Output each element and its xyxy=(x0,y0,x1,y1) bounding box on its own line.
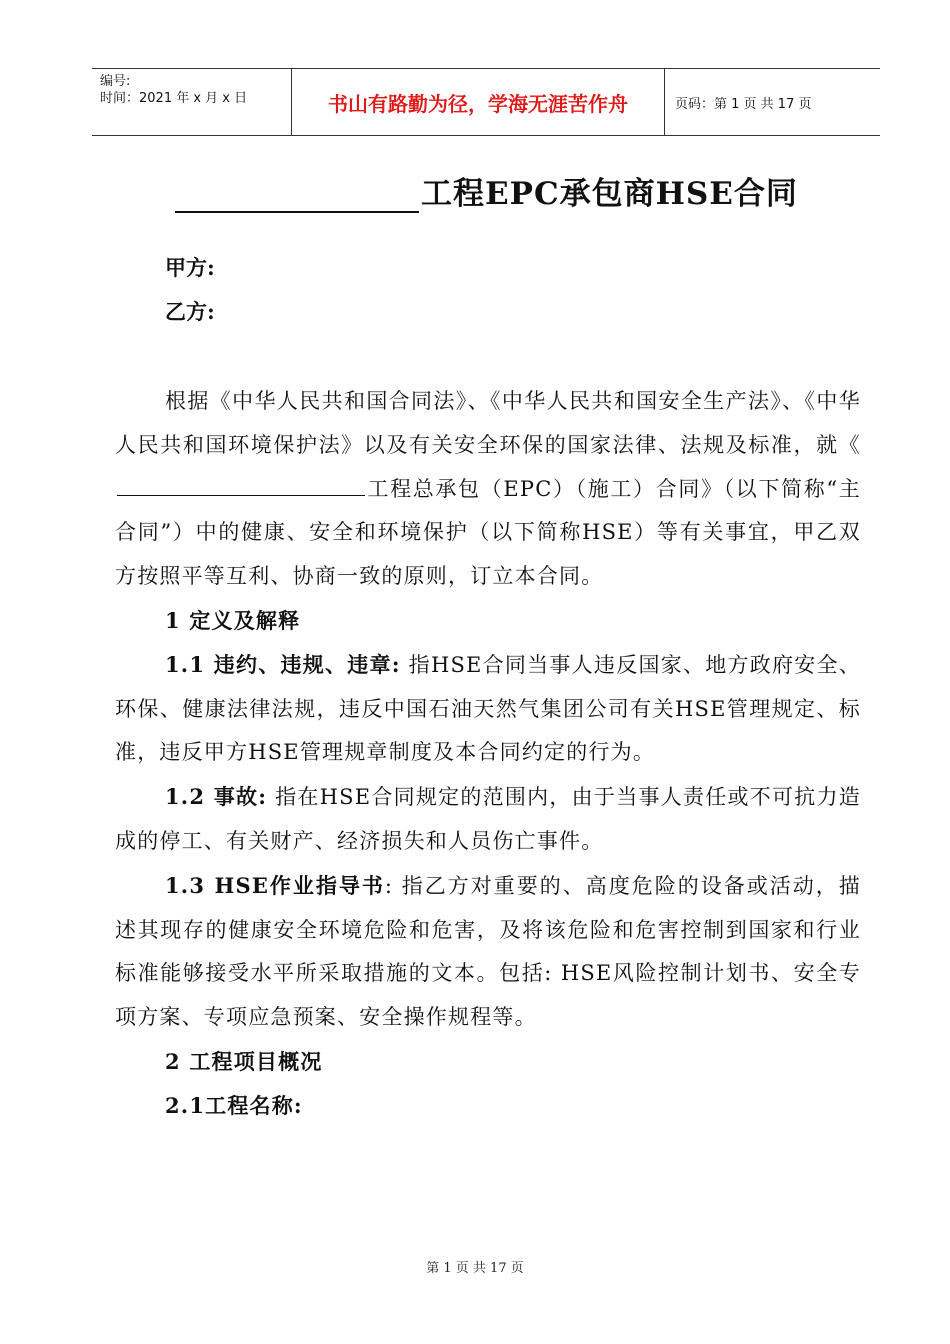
clause-1-1: 1.1 违约、违规、违章: 指HSE合同当事人违反国家、地方政府安全、环保、健康法律法规，违反中国石油天然气集团公司有关HSE管理规定、标准，违反甲方HSE管理规章制度及本合同约定的行为。 xyxy=(115,651,861,765)
intro-paragraph: 根据《中华人民共和国合同法》、《中华人民共和国安全生产法》、《中华人民共和国环境保护法》以及有关安全环保的国家法律、法规及标准，就《工程总承包（EPC）（施工）合同》（以下简称“主合同”）中的健康、安全和环境保护（以下简称HSE）等有关事宜，甲乙双方按照平等互利、协商一致的原则，订立本合同。 xyxy=(115,389,861,589)
document-body xyxy=(115,380,861,1128)
section-1-heading: 1 定义及解释 xyxy=(165,607,301,633)
time-label: 时间：2021 年 x 月 x 日 xyxy=(100,91,248,106)
clause-1-3: 1.3 HSE作业指导书: 指乙方对重要的、高度危险的设备或活动，描述其现存的健康安全环境危险和危害，及将该危险和危害控制到国家和行业标准能够接受水平所采取措施的文本。包括: HSE风险控制计划书、安全专项方案、专项应急预案、安全操作规程等。 xyxy=(115,872,861,1030)
project-name-blank xyxy=(117,475,365,496)
header-page-info: 页码：第 1 页 共 17 页 xyxy=(675,96,812,112)
clause-1-2: 1.2 事故: 指在HSE合同规定的范围内，由于当事人责任或不可抗力造成的停工、有关财产、经济损失和人员伤亡事件。 xyxy=(115,784,861,853)
page-footer: 第 1 页 共 17 页 xyxy=(426,1261,524,1276)
clause-2-1: 2.1工程名称: xyxy=(165,1092,303,1118)
party-b-label: 乙方: xyxy=(165,299,215,324)
document-title xyxy=(175,168,798,213)
header-slogan: 书山有路勤为径，学海无涯苦作舟 xyxy=(292,69,665,135)
party-a-label: 甲方: xyxy=(165,255,215,280)
code-label: 编号: xyxy=(100,74,131,89)
page-header xyxy=(92,68,880,136)
title-blank-line xyxy=(175,177,419,213)
section-2-heading: 2 工程项目概况 xyxy=(165,1048,323,1074)
document-title-text: 工程EPC承包商HSE合同 xyxy=(421,176,798,212)
header-meta xyxy=(92,69,292,135)
